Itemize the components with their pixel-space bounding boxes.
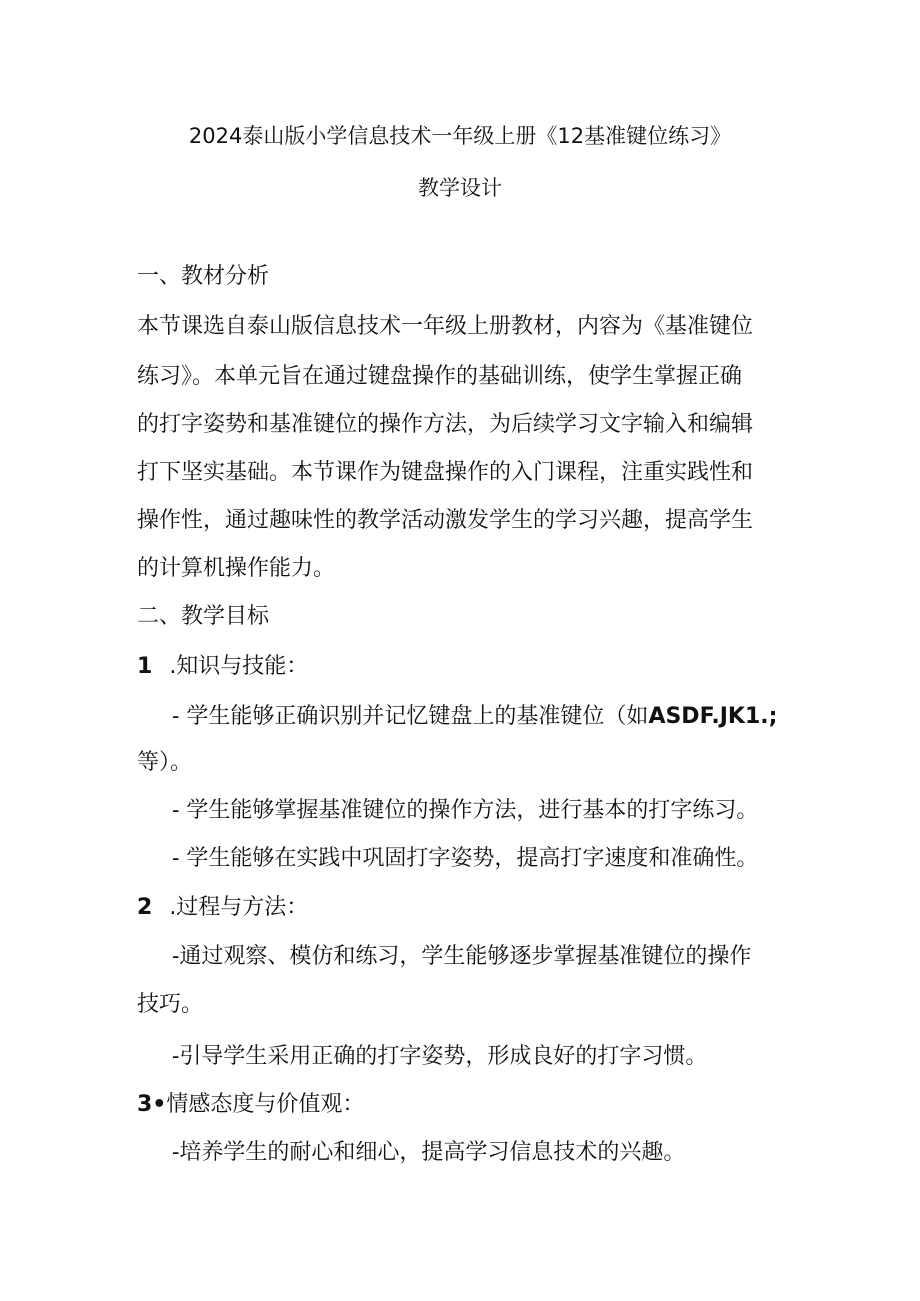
objective-label: 情感态度与价值观： bbox=[166, 1092, 365, 1117]
paragraph-line: 本节课选自泰山版信息技术一年级上册教材，内容为《基准键位 bbox=[137, 314, 754, 339]
objective-bullet: -培养学生的耐心和细心，提高学习信息技术的兴趣。 bbox=[172, 1140, 686, 1165]
objective-heading-attitudes-values bbox=[137, 1090, 364, 1120]
bullet-text: - 学生能够正确识别并记忆键盘上的基准键位（如 bbox=[172, 704, 649, 729]
document-title: 2024泰山版小学信息技术一年级上册《12基准键位练习》 bbox=[188, 124, 732, 148]
objective-bullet-continuation: 技巧。 bbox=[137, 992, 204, 1017]
paragraph-line: 打下坚实基础。本节课作为键盘操作的入门课程，注重实践性和 bbox=[137, 460, 754, 485]
paragraph-line: 操作性，通过趣味性的教学活动激发学生的学习兴趣，提高学生 bbox=[137, 508, 754, 533]
document-subtitle: 教学设计 bbox=[418, 176, 502, 200]
objective-label: .知识与技能： bbox=[169, 654, 309, 679]
objective-number: 1 bbox=[137, 654, 153, 679]
objective-bullet: - 学生能够掌握基准键位的操作方法，进行基本的打字练习。 bbox=[172, 798, 759, 823]
paragraph-line: 练习》。本单元旨在通过键盘操作的基础训练，使学生掌握正确 bbox=[137, 364, 743, 389]
objective-bullet-continuation: 等）。 bbox=[137, 750, 193, 775]
objective-bullet: -引导学生采用正确的打字姿势，形成良好的打字习惯。 bbox=[172, 1044, 708, 1069]
objective-heading-knowledge-skills bbox=[137, 652, 308, 682]
objective-bullet: - 学生能够在实践中巩固打字姿势，提高打字速度和准确性。 bbox=[172, 846, 759, 871]
objective-bullet bbox=[172, 702, 777, 732]
objective-label: .过程与方法： bbox=[169, 895, 309, 920]
section-heading-textbook-analysis: 一、教材分析 bbox=[137, 264, 270, 289]
objective-bullet: -通过观察、模仿和练习，学生能够逐步掌握基准键位的操作 bbox=[172, 944, 752, 969]
key-list: ASDF.JK1.; bbox=[648, 704, 778, 729]
objective-number: 2 bbox=[137, 895, 153, 920]
objective-heading-process-methods bbox=[137, 893, 308, 923]
objective-number: 3• bbox=[137, 1092, 167, 1117]
section-heading-teaching-objectives: 二、教学目标 bbox=[137, 604, 270, 629]
paragraph-line: 的打字姿势和基准键位的操作方法，为后续学习文字输入和编辑 bbox=[137, 412, 754, 437]
paragraph-line: 的计算机操作能力。 bbox=[137, 556, 336, 581]
